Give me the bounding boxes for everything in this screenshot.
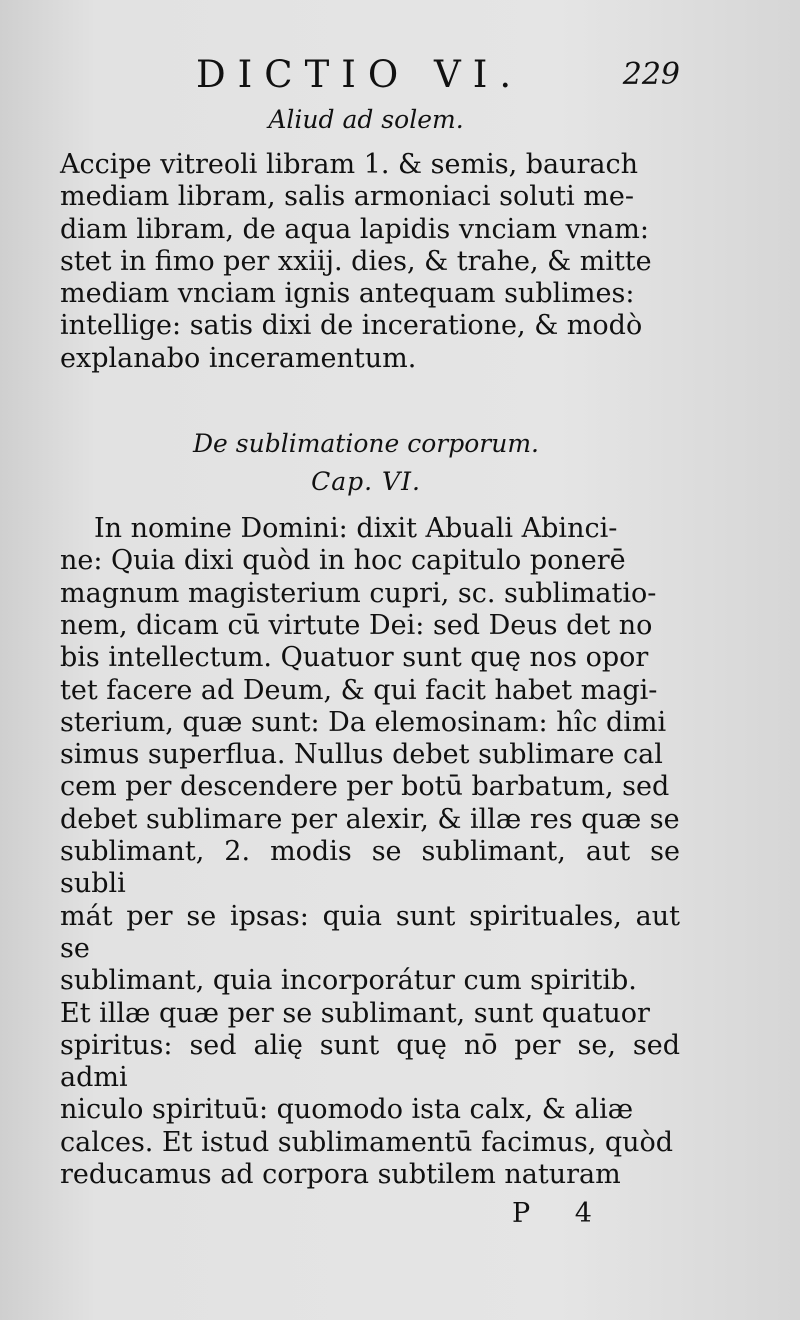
chapter-title: De sublimatione corporum. [192, 429, 540, 459]
page-number: 229 [622, 57, 680, 92]
page-header [52, 54, 680, 102]
signature-mark: P 4 [512, 1198, 610, 1229]
page-content [52, 54, 680, 1191]
paragraph-1: Accipe vitreoli libram 1. & semis, baurach mediam libram, salis armoniaci soluti me- diam libram, de aqua lapidis vnciam vnam: stet in fimo per xxiij. dies, & trahe, & mitte mediam vnciam ignis antequam sublimes: intellige: satis dixi de inceratione, & modò explanabo inceramentum. [60, 149, 652, 374]
running-head: DICTIO VI. [196, 53, 524, 96]
chapter-number: Cap. VI. [311, 467, 421, 497]
section-subheading: Aliud ad solem. [268, 105, 464, 134]
paragraph-2: In nomine Domini: dixit Abuali Abinci- ne: Quia dixi quòd in hoc capitulo ponerē magnum magisterium cupri, sc. sublimatio- nem, dicam cū virtute Dei: sed Deus det no bis intellectum. Quatuor sunt quę nos opor tet facere ad Deum, & qui facit habet magi- sterium, quæ sunt: Da elemosinam: hîc dimi simus superflua. Nullus debet sublimare cal cem per descendere per botū barbatum, sed debet sublimare per alexir, & illæ res quæ se sublimant, 2. modis se sublimant, aut se subli mát per se ipsas: quia sunt spirituales, aut se sublimant, quia incorporátur cum spiritib. Et illæ quæ per se sublimant, sunt quatuor spiritus: sed alię sunt quę nō per se, sed admi niculo spirituū: quomodo ista calx, & aliæ calces. Et istud sublimamentū facimus, quòd reducamus ad corpora subtilem naturam [60, 513, 680, 1191]
